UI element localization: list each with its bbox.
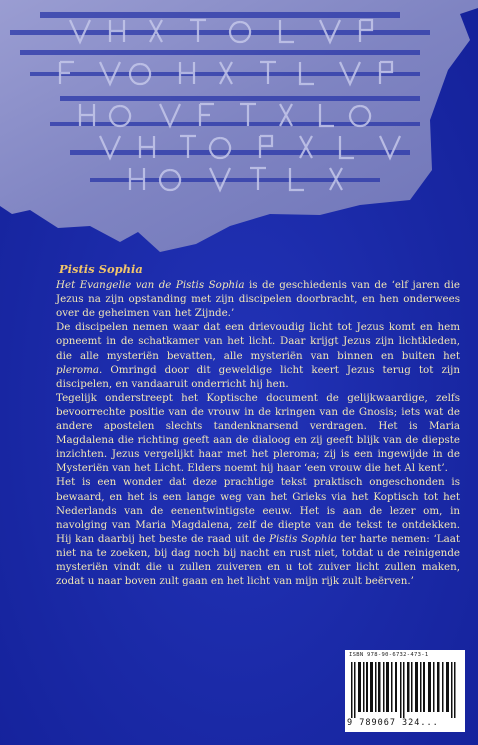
isbn-barcode bbox=[345, 650, 465, 732]
papyrus-image bbox=[0, 0, 478, 262]
barcode-bars bbox=[351, 662, 459, 718]
blurb-paragraph-4: Het is een wonder dat deze prachtige tekst praktisch ongeschonden is bewaard, en het is een lange weg van het Grieks via het Koptisch tot het Nederlands van de eenentwintigste eeuw. Het is aan de lezer om, in navolging van Maria Magdalena, zelf de diepte van de tekst te ontdekken. Hij kan daarbij het beste de raad uit de Pistis Sophia ter harte nemen: ‘Laat niet na te zoeken, bij dag noch bij nacht en rust niet, totdat u de reinigende mysteriën vindt die u zullen zuiveren en u tot zuiver licht zullen maken, zodat u naar boven zult gaan en het licht van mijn rijk zult beërven.’ bbox=[56, 476, 461, 588]
isbn-label: ISBN 978-90-6732-473-1 bbox=[349, 652, 429, 658]
papyrus-fragment-graphic bbox=[0, 0, 478, 262]
isbn-number: 9 789067 324... bbox=[347, 718, 439, 728]
blurb-paragraph-3: Tegelijk onderstreept het Koptische document de gelijkwaardige, zelfs bevoorrechte positie van de vrouw in de kringen van de Gnosis; iets wat de andere apostelen slechts tandenknarsend verdragen. Het is Maria Magdalena die richting geeft aan de dialoog en zij geeft blijk van de diepste inzichten. Jezus vergelijkt haar met het pleroma; zij is een ingewijde in de Mysteriën van het Licht. Elders noemt hij haar ‘een vrouw die het Al kent’. bbox=[56, 391, 460, 475]
blurb-heading: Pistis Sophia bbox=[59, 262, 143, 276]
blurb-paragraph-1: Het Evangelie van de Pistis Sophia is de geschiedenis van de ‘elf jaren die Jezus na zijn opstanding met zijn discipelen doorbracht, en hen onderwees over de geheimen van het Zijnde.’ bbox=[56, 279, 460, 320]
blurb-text bbox=[56, 262, 460, 588]
gospel-title: Het Evangelie van de Pistis Sophia bbox=[56, 279, 245, 292]
blurb-paragraph-2: De discipelen nemen waar dat een drievoudig licht tot Jezus komt en hem opneemt in de schatkamer van het licht. Daar krijgt Jezus zijn lichtkleden, die alle mysteriën bevatten, alle mysteriën van binnen en buiten het pleroma. Omringd door dit geweldige licht keert Jezus terug tot zijn discipelen, en vandaaruit onderricht hij hen. bbox=[56, 321, 460, 390]
